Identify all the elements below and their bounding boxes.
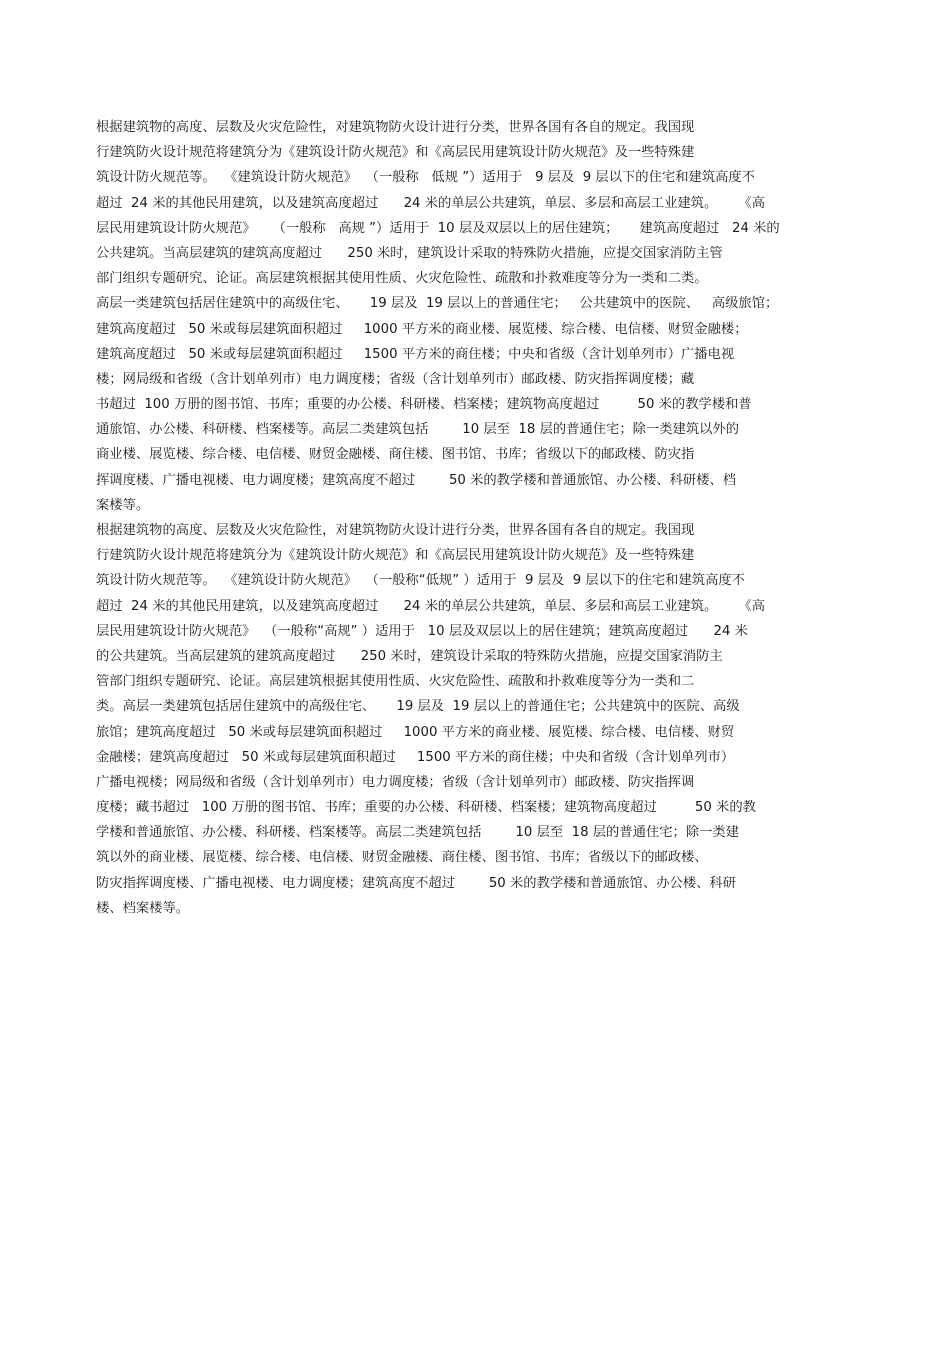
- text-line: 的公共建筑。当高层建筑的建筑高度超过 250 米时，建筑设计采取的特殊防火措施，应提交国家消防主: [96, 648, 723, 664]
- text-line: 防灾指挥调度楼、广播电视楼、电力调度楼；建筑高度不超过 50 米的教学楼和普通旅馆、办公楼、科研: [96, 875, 737, 891]
- text-line: 部门组织专题研究、论证。高层建筑根据其使用性质、火灾危险性、疏散和扑救难度等分为一类和二类。: [96, 271, 708, 287]
- text-line: 根据建筑物的高度、层数及火灾危险性，对建筑物防火设计进行分类，世界各国有各自的规定。我国现: [96, 523, 695, 538]
- text-line: 类。高层一类建筑包括居住建筑中的高级住宅、 19 层及 19 层以上的普通住宅；公共建筑中的医院、高级: [96, 699, 740, 715]
- text-line: 公共建筑。当高层建筑的建筑高度超过 250 米时，建筑设计采取的特殊防火措施，应提交国家消防主管: [96, 245, 723, 261]
- text-line: 建筑高度超过 50 米或每层建筑面积超过 1500 平方米的商住楼；中央和省级（含计划单列市）广播电视: [96, 346, 735, 362]
- text-line: 超过 24 米的其他民用建筑，以及建筑高度超过 24 米的单层公共建筑，单层、多层和高层工业建筑。 《高: [96, 598, 766, 614]
- text-line: 学楼和普通旅馆、办公楼、科研楼、档案楼等。高层二类建筑包括 10 层至 18 层的普通住宅；除一类建: [96, 825, 740, 841]
- text-line: 商业楼、展览楼、综合楼、电信楼、财贸金融楼、商住楼、图书馆、书库；省级以下的邮政楼、防灾指: [96, 447, 695, 463]
- text-line: 度楼；藏书超过 100 万册的图书馆、书库；重要的办公楼、科研楼、档案楼；建筑物高度超过 50 米的教: [96, 800, 756, 816]
- text-line: 案楼等。: [96, 497, 150, 513]
- text-line: 行建筑防火设计规范将建筑分为《建筑设计防火规范》和《高层民用建筑设计防火规范》及一些特殊建: [96, 548, 695, 564]
- text-line: 超过 24 米的其他民用建筑，以及建筑高度超过 24 米的单层公共建筑，单层、多层和高层工业建筑。 《高: [96, 195, 766, 211]
- text-line: 金融楼；建筑高度超过 50 米或每层建筑面积超过 1500 平方米的商住楼；中央和省级（含计划单列市）: [96, 749, 735, 765]
- text-line: 通旅馆、办公楼、科研楼、档案楼等。高层二类建筑包括 10 层至 18 层的普通住宅；除一类建筑以外的: [96, 422, 740, 438]
- text-line: 筑设计防火规范等。 《建筑设计防火规范》 （一般称 低规 ”）适用于 9 层及 9 层以下的住宅和建筑高度不: [96, 170, 755, 186]
- text-line: 层民用建筑设计防火规范》 （一般称 高规 ”）适用于 10 层及双层以上的居住建筑； 建筑高度超过 24 米的: [96, 220, 780, 236]
- text-line: 层民用建筑设计防火规范》 （一般称“高规” ）适用于 10 层及双层以上的居住建筑；建筑高度超过 24 米: [96, 623, 748, 639]
- text-line: 楼；网局级和省级（含计划单列市）电力调度楼；省级（含计划单列市）邮政楼、防灾指挥调度楼；藏: [96, 371, 695, 387]
- text-line: 行建筑防火设计规范将建筑分为《建筑设计防火规范》和《高层民用建筑设计防火规范》及一些特殊建: [96, 145, 695, 161]
- text-line: 筑设计防火规范等。 《建筑设计防火规范》 （一般称“低规” ）适用于 9 层及 9 层以下的住宅和建筑高度不: [96, 573, 745, 589]
- text-line: 建筑高度超过 50 米或每层建筑面积超过 1000 平方米的商业楼、展览楼、综合楼、电信楼、财贸金融楼；: [96, 321, 748, 337]
- text-line: 高层一类建筑包括居住建筑中的高级住宅、 19 层及 19 层以上的普通住宅； 公共建筑中的医院、 高级旅馆；: [96, 296, 779, 312]
- text-line: 管部门组织专题研究、论证。高层建筑根据其使用性质、火灾危险性、疏散和扑救难度等分为一类和二: [96, 674, 695, 690]
- text-line: 书超过 100 万册的图书馆、书库；重要的办公楼、科研楼、档案楼；建筑物高度超过 50 米的教学楼和普: [96, 397, 752, 413]
- text-line: 根据建筑物的高度、层数及火灾危险性，对建筑物防火设计进行分类，世界各国有各自的规定。我国现: [96, 120, 695, 135]
- text-line: 楼、档案楼等。: [96, 900, 190, 916]
- text-line: 广播电视楼；网局级和省级（含计划单列市）电力调度楼；省级（含计划单列市）邮政楼、防灾指挥调: [96, 774, 695, 790]
- text-line: 旅馆；建筑高度超过 50 米或每层建筑面积超过 1000 平方米的商业楼、展览楼、综合楼、电信楼、财贸: [96, 724, 735, 740]
- text-line: 筑以外的商业楼、展览楼、综合楼、电信楼、财贸金融楼、商住楼、图书馆、书库；省级以下的邮政楼、: [96, 850, 708, 866]
- document-body: [96, 115, 866, 921]
- text-line: 挥调度楼、广播电视楼、电力调度楼；建筑高度不超过 50 米的教学楼和普通旅馆、办公楼、科研楼、档: [96, 472, 737, 488]
